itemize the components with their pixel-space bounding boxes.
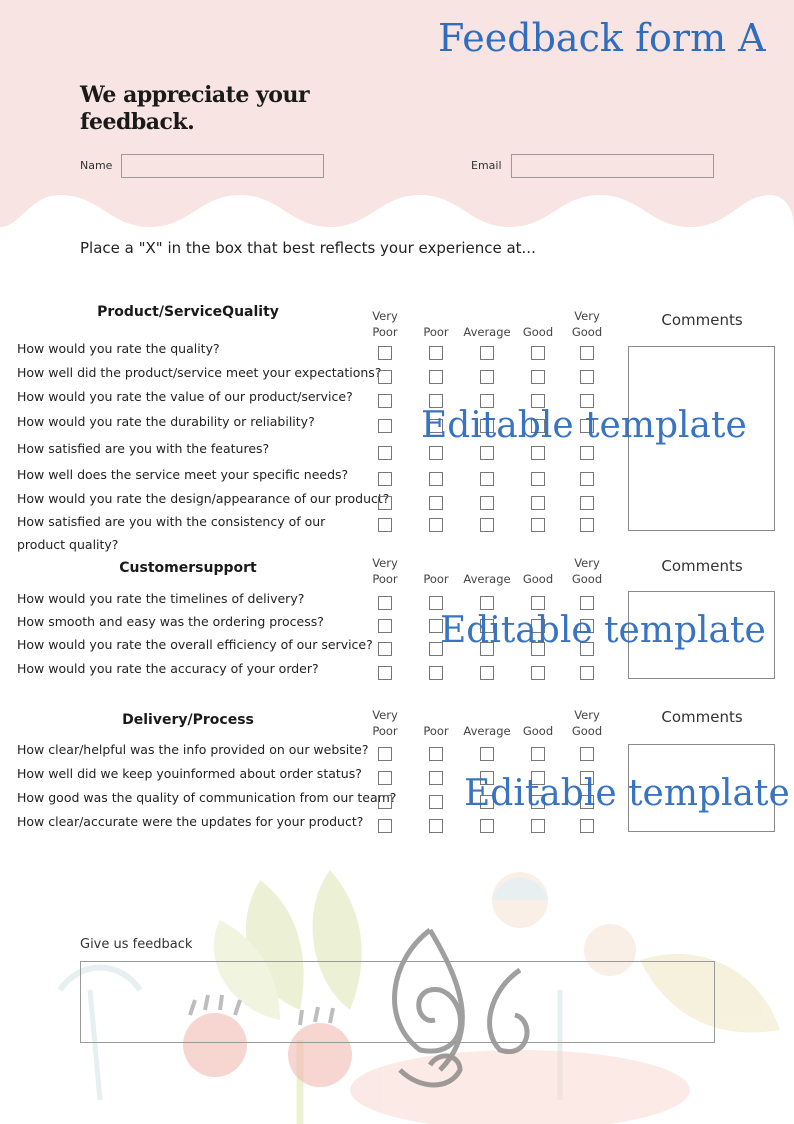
- rating-checkbox[interactable]: [429, 795, 443, 809]
- rating-checkbox[interactable]: [531, 819, 545, 833]
- question-text: How would you rate the overall efficiency of our service?: [17, 637, 373, 652]
- question-text: How would you rate the design/appearance of our product?: [17, 491, 390, 506]
- watermark-text: Editable template: [464, 773, 790, 814]
- rating-column-header: Very Poor: [372, 309, 398, 339]
- instruction-text: Place a "X" in the box that best reflects your experience at...: [80, 239, 536, 257]
- rating-checkbox[interactable]: [429, 747, 443, 761]
- rating-checkbox[interactable]: [429, 346, 443, 360]
- rating-checkbox[interactable]: [480, 370, 494, 384]
- rating-column-header: Very Good: [571, 556, 603, 586]
- rating-checkbox[interactable]: [531, 346, 545, 360]
- question-text: How well did the product/service meet your expectations?: [17, 365, 382, 380]
- scallop-border: [0, 185, 794, 245]
- email-field[interactable]: [511, 154, 714, 178]
- rating-checkbox[interactable]: [429, 472, 443, 486]
- comments-header: Comments: [661, 708, 743, 726]
- rating-checkbox[interactable]: [480, 596, 494, 610]
- question-text: How would you rate the quality?: [17, 341, 220, 356]
- question-text: How would you rate the timelines of delivery?: [17, 591, 305, 606]
- rating-checkbox[interactable]: [429, 370, 443, 384]
- rating-checkbox[interactable]: [531, 496, 545, 510]
- rating-checkbox[interactable]: [580, 666, 594, 680]
- question-text: How satisfied are you with the consistency of our product quality?: [17, 514, 326, 552]
- question-text: How would you rate the value of our product/service?: [17, 389, 353, 404]
- section-title: Delivery/Process: [122, 712, 254, 728]
- rating-checkbox[interactable]: [480, 666, 494, 680]
- rating-checkbox[interactable]: [378, 819, 392, 833]
- rating-checkbox[interactable]: [378, 619, 392, 633]
- rating-checkbox[interactable]: [580, 370, 594, 384]
- name-label: Name: [80, 159, 113, 172]
- rating-checkbox[interactable]: [429, 771, 443, 785]
- email-label: Email: [471, 159, 502, 172]
- rating-column-header: Very Poor: [372, 556, 398, 586]
- question-text: How well did we keep youinformed about order status?: [17, 766, 362, 781]
- rating-column-header: Poor: [423, 325, 449, 339]
- rating-checkbox[interactable]: [378, 394, 392, 408]
- rating-checkbox[interactable]: [378, 518, 392, 532]
- rating-checkbox[interactable]: [429, 446, 443, 460]
- rating-checkbox[interactable]: [378, 496, 392, 510]
- rating-checkbox[interactable]: [378, 472, 392, 486]
- section-title: Product/ServiceQuality: [97, 304, 279, 320]
- rating-checkbox[interactable]: [531, 747, 545, 761]
- comments-header: Comments: [661, 557, 743, 575]
- page-heading: We appreciate your feedback.: [80, 82, 310, 135]
- watermark-text: Editable template: [440, 610, 766, 651]
- rating-checkbox[interactable]: [429, 596, 443, 610]
- rating-checkbox[interactable]: [531, 666, 545, 680]
- rating-column-header: Very Good: [571, 708, 603, 738]
- rating-column-header: Very Poor: [372, 708, 398, 738]
- question-text: How clear/helpful was the info provided on our website?: [17, 742, 369, 757]
- rating-checkbox[interactable]: [378, 642, 392, 656]
- rating-checkbox[interactable]: [580, 819, 594, 833]
- question-text: How clear/accurate were the updates for your product?: [17, 814, 364, 829]
- rating-checkbox[interactable]: [378, 346, 392, 360]
- rating-checkbox[interactable]: [531, 370, 545, 384]
- rating-column-header: Average: [463, 724, 511, 738]
- rating-column-header: Poor: [423, 724, 449, 738]
- rating-checkbox[interactable]: [429, 518, 443, 532]
- rating-checkbox[interactable]: [580, 346, 594, 360]
- rating-checkbox[interactable]: [480, 518, 494, 532]
- rating-column-header: Good: [522, 325, 554, 339]
- rating-checkbox[interactable]: [480, 446, 494, 460]
- rating-column-header: Average: [463, 572, 511, 586]
- rating-checkbox[interactable]: [378, 596, 392, 610]
- rating-checkbox[interactable]: [378, 370, 392, 384]
- question-text: How satisfied are you with the features?: [17, 441, 270, 456]
- feedback-textarea[interactable]: [80, 961, 715, 1043]
- rating-checkbox[interactable]: [580, 596, 594, 610]
- rating-checkbox[interactable]: [480, 472, 494, 486]
- question-text: How well does the service meet your specific needs?: [17, 467, 349, 482]
- rating-checkbox[interactable]: [480, 346, 494, 360]
- question-text: How smooth and easy was the ordering process?: [17, 614, 324, 629]
- rating-checkbox[interactable]: [580, 446, 594, 460]
- rating-checkbox[interactable]: [378, 666, 392, 680]
- rating-column-header: Average: [463, 325, 511, 339]
- rating-checkbox[interactable]: [378, 795, 392, 809]
- watermark-text: Editable template: [421, 405, 747, 446]
- rating-checkbox[interactable]: [580, 472, 594, 486]
- rating-checkbox[interactable]: [531, 518, 545, 532]
- rating-column-header: Very Good: [571, 309, 603, 339]
- question-text: How would you rate the accuracy of your order?: [17, 661, 319, 676]
- rating-checkbox[interactable]: [429, 819, 443, 833]
- rating-checkbox[interactable]: [531, 472, 545, 486]
- rating-checkbox[interactable]: [378, 771, 392, 785]
- banner-title: Feedback form A: [438, 16, 766, 60]
- rating-checkbox[interactable]: [429, 666, 443, 680]
- rating-checkbox[interactable]: [378, 747, 392, 761]
- rating-checkbox[interactable]: [480, 819, 494, 833]
- question-text: How good was the quality of communication from our team?: [17, 790, 397, 805]
- rating-checkbox[interactable]: [531, 596, 545, 610]
- name-field[interactable]: [121, 154, 324, 178]
- rating-checkbox[interactable]: [429, 496, 443, 510]
- rating-column-header: Good: [522, 572, 554, 586]
- feedback-label: Give us feedback: [80, 937, 193, 952]
- rating-checkbox[interactable]: [580, 518, 594, 532]
- rating-checkbox[interactable]: [531, 446, 545, 460]
- rating-checkbox[interactable]: [480, 496, 494, 510]
- rating-checkbox[interactable]: [480, 747, 494, 761]
- rating-checkbox[interactable]: [378, 446, 392, 460]
- section-title: Customersupport: [119, 560, 257, 576]
- rating-checkbox[interactable]: [580, 747, 594, 761]
- question-text: How would you rate the durability or reliability?: [17, 414, 315, 429]
- rating-checkbox[interactable]: [378, 419, 392, 433]
- rating-column-header: Good: [522, 724, 554, 738]
- rating-column-header: Poor: [423, 572, 449, 586]
- rating-checkbox[interactable]: [580, 496, 594, 510]
- comments-header: Comments: [661, 311, 743, 329]
